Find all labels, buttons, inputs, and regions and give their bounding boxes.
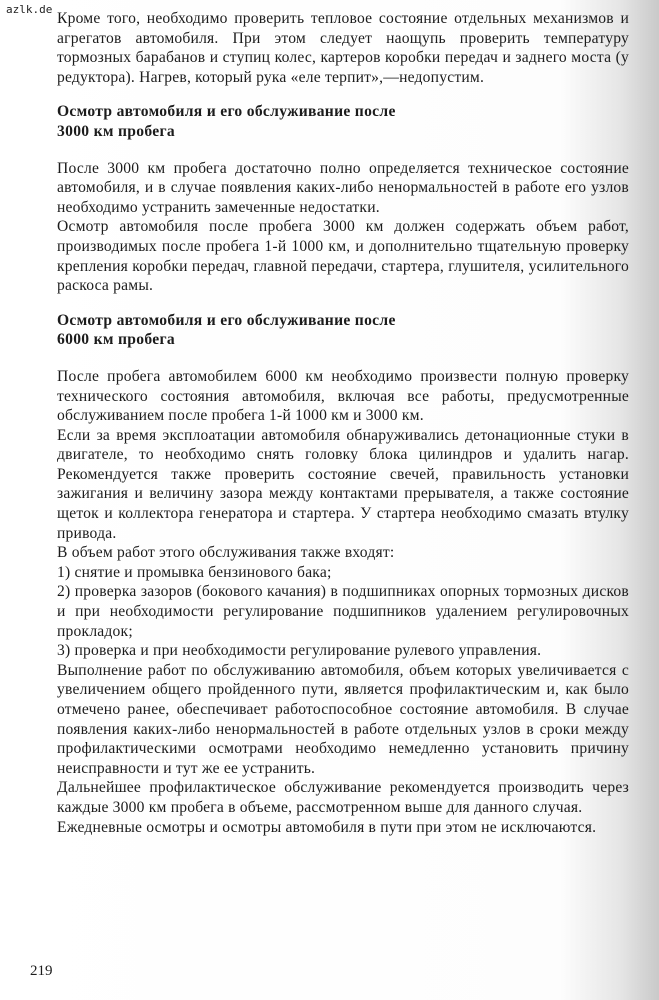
heading-line-2: 6000 км пробега	[57, 331, 175, 349]
intro-paragraph: Кроме того, необходимо проверить тепловое состояние отдельных механизмов и агрегатов автомобиля. При этом следует наощупь проверить температуру тормозных барабанов и ступиц колес, картеров коробки передач и заднего моста (у редуктора). Нагрев, который рука «еле терпит»,—недопустим.	[57, 10, 629, 86]
page-number: 219	[30, 963, 53, 979]
paragraph: Дальнейшее профилактическое обслуживание рекомендуется производить через каждые 3000 км пробега в объеме, рассмотренном выше для данного случая.	[57, 779, 629, 816]
heading-line-2: 3000 км пробега	[57, 122, 175, 140]
paragraph: Выполнение работ по обслуживанию автомобиля, объем которых увеличивается с увеличением общего пройденного пути, является профилактическим и, как было отмечено ранее, обеспечивает работоспособное состояние автомобиля. В случае появления каких-либо ненормальностей в работе отдельных узлов в сроки между профилактическими осмотрами необходимо немедленно установить причину неисправности и тут же ее устранить.	[57, 661, 629, 777]
paragraph: Ежедневные осмотры и осмотры автомобиля в пути при этом не исключаются.	[57, 818, 597, 836]
section-heading-3000	[57, 102, 629, 141]
section-heading-6000	[57, 311, 629, 350]
paragraph: Осмотр автомобиля после пробега 3000 км должен содержать объем работ, производимых после пробега 1-й 1000 км, и дополнительно тщательную проверку крепления коробки передач, главной передачи, стартера, глушителя, усилительного раскоса рамы.	[57, 218, 629, 295]
list-item: 3) проверка и при необходимости регулирование рулевого управления.	[57, 642, 542, 660]
paragraph: После 3000 км пробега достаточно полно определяется техническое состояние автомобиля, и в случае появления каких-либо ненормальностей в работе его узлов необходимо устранить замеченные недостатки.	[57, 159, 629, 216]
paragraph: В объем работ этого обслуживания также входят:	[57, 544, 395, 562]
page-body	[57, 9, 629, 837]
list-item: 2) проверка зазоров (бокового качания) в подшипниках опорных тормозных дисков и при необходимости регулирование подшипников удалением регулировочных прокладок;	[57, 583, 629, 640]
site-watermark: azlk.de	[6, 3, 53, 16]
paragraph: Если за время эксплоатации автомобиля обнаруживались детонационные стуки в двигателе, то необходимо снять головку блока цилиндров и удалить нагар. Рекомендуется также проверить состояние свечей, правильность установки зажигания и величину зазора между контактами прерывателя, а также состояние щеток и коллектора генератора и стартера. У стартера необходимо смазать втулку привода.	[57, 426, 629, 542]
heading-line-1: Осмотр автомобиля и его обслуживание после	[57, 103, 396, 121]
list-item: 1) снятие и промывка бензинового бака;	[57, 563, 332, 581]
paragraph: После пробега автомобилем 6000 км необходимо произвести полную проверку технического состояния автомобиля, включая все работы, предусмотренные обслуживанием после пробега 1-й 1000 км и 3000 км.	[57, 367, 629, 425]
heading-line-1: Осмотр автомобиля и его обслуживание после	[57, 311, 396, 329]
